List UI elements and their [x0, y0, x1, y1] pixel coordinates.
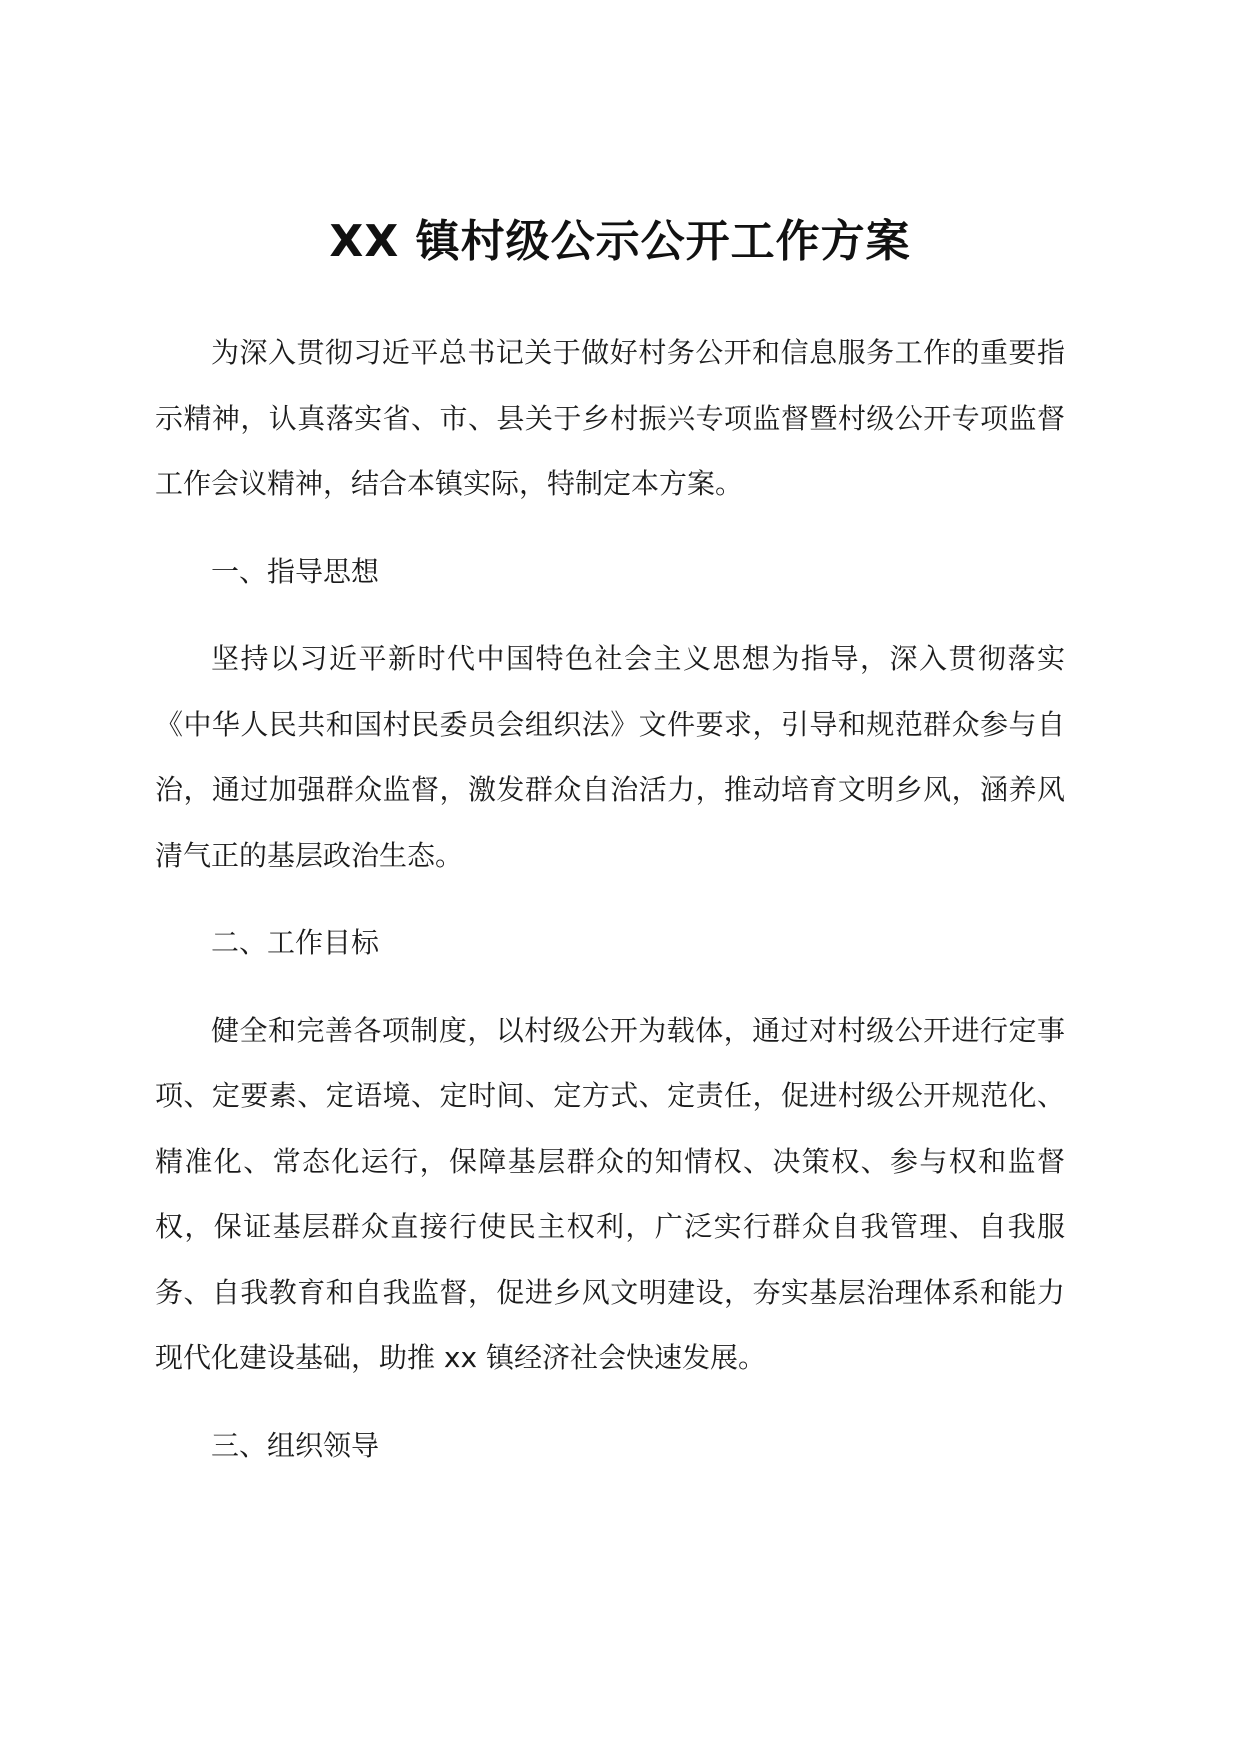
- document-title: XX 镇村级公示公开工作方案: [329, 216, 911, 267]
- section-heading-guiding-ideology: 一、指导思想: [211, 554, 380, 588]
- section-body-work-goals: 健全和完善各项制度，以村级公开为载体，通过对村级公开进行定事项、定要素、定语境、定时间、定方式、定责任，促进村级公开规范化、精准化、常态化运行，保障基层群众的知情权、决策权、参与权和监督权，保证基层群众直接行使民主权利，广泛实行群众自我管理、自我服务、自我教育和自我监督，促进乡风文明建设，夯实基层治理体系和能力现代化建设基础，助推 xx 镇经济社会快速发展。: [155, 1013, 1065, 1374]
- section-heading-work-goals: 二、工作目标: [211, 926, 380, 959]
- section-body-guiding-ideology: 坚持以习近平新时代中国特色社会主义思想为指导，深入贯彻落实《中华人民共和国村民委员会组织法》文件要求，引导和规范群众参与自治，通过加强群众监督，激发群众自治活力，推动培育文明乡风，涵养风清气正的基层政治生态。: [155, 642, 1065, 872]
- document-body: [155, 320, 1065, 1500]
- section-heading-organization-leadership: 三、组织领导: [211, 1428, 380, 1462]
- intro-paragraph: 为深入贯彻习近平总书记关于做好村务公开和信息服务工作的重要指示精神，认真落实省、市、县关于乡村振兴专项监督暨村级公开专项监督工作会议精神，结合本镇实际，特制定本方案。: [155, 336, 1065, 500]
